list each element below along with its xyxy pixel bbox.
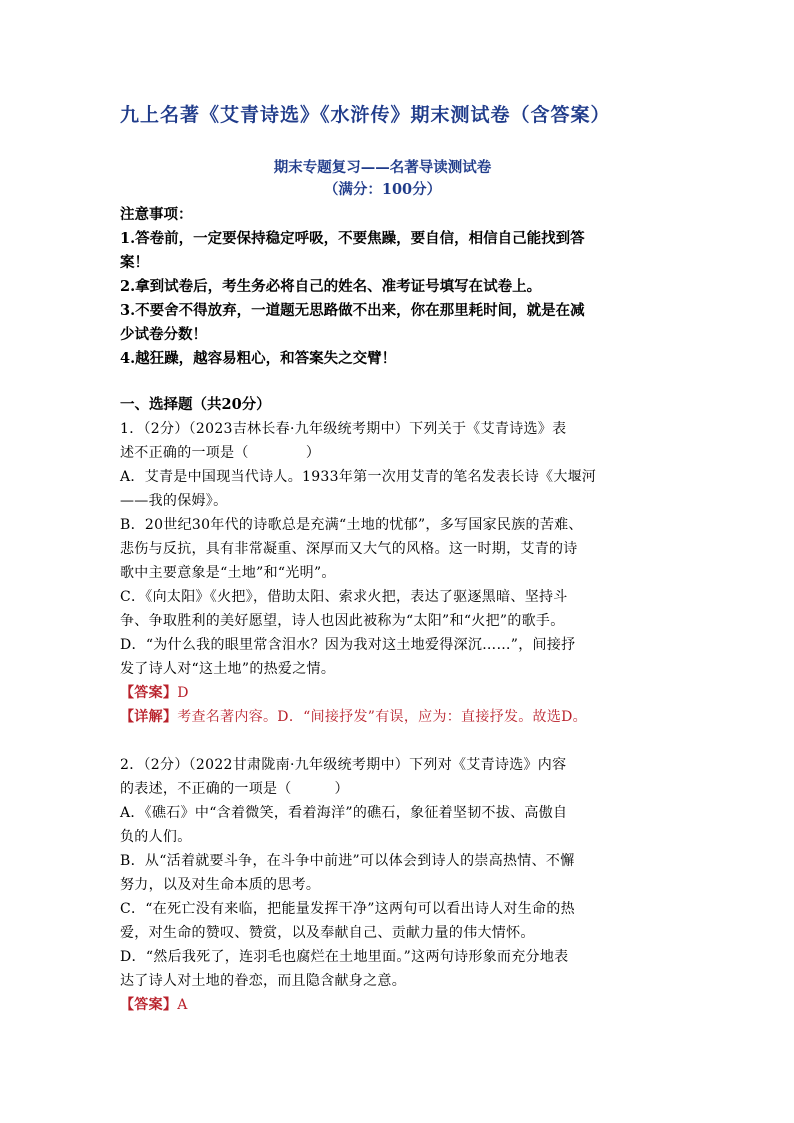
option-line: 发了诗人对“这土地”的热爱之情。 [120,661,336,677]
question-line: 2．（2分）（2022甘肃陇南·九年级统考期中）下列对《艾青诗选》内容 [120,757,567,773]
detail-text: 考查名著内容。D．“间接抒发”有误，应为：直接抒发。故选D。 [177,709,587,725]
notes-line: 3.不要舍不得放弃，一道题无思路做不出来，你在那里耗时间，就是在减 [120,302,585,319]
option-line: 负的人们。 [120,829,192,845]
notes-block [120,203,680,371]
option-line: 歌中主要意象是“土地”和“光明”。 [120,565,336,581]
question-line: 1．（2分）（2023吉林长春·九年级统考期中）下列关于《艾青诗选》表 [120,421,567,437]
option-line: 达了诗人对土地的眷恋，而且隐含献身之意。 [120,973,406,989]
option-line: 悲伤与反抗，具有非常凝重、深厚而又大气的风格。这一时期，艾青的诗 [120,541,578,557]
notes-line: 少试卷分数！ [120,326,207,343]
notes-line: 1.答卷前，一定要保持稳定呼吸，不要焦躁，要自信，相信自己能找到答 [120,230,585,247]
notes-line: 2.拿到试卷后，考生务必将自己的姓名、准考证号填写在试卷上。 [120,278,542,295]
notes-heading: 注意事项： [120,206,193,223]
spacer [120,729,680,753]
notes-line: 4.越狂躁，越容易粗心，和答案失之交臂！ [120,350,397,367]
notes-line: 案！ [120,254,149,271]
answer-value: A [177,997,188,1013]
option-line: 争、争取胜利的美好愿望，诗人也因此被称为“太阳”和“火把”的歌手。 [120,613,565,629]
option-line: D．“然后我死了，连羽毛也腐烂在土地里面。”这两句诗形象而充分地表 [120,949,569,965]
option-line: C．“在死亡没有来临，把能量发挥干净”这两句可以看出诗人对生命的热 [120,901,575,917]
answer-value: D [177,685,189,701]
section-heading: 一、选择题（共20分） [120,396,271,413]
option-line: ——我的保姆》。 [120,493,228,509]
option-line: A．艾青是中国现当代诗人。1933年第一次用艾青的笔名发表长诗《大堰河 [120,469,597,485]
document-subtitle: 期末专题复习——名著导读测试卷 [273,159,492,176]
option-line: 努力，以及对生命本质的思考。 [120,877,321,893]
option-line: D．“为什么我的眼里常含泪水？因为我对这土地爱得深沉……”，间接抒 [120,637,576,653]
exam-page [120,100,680,1017]
document-title: 九上名著《艾青诗选》《水浒传》期末测试卷（含答案） [120,104,611,126]
question-line: 述不正确的一项是（ ） [120,445,321,461]
question-1 [120,417,680,729]
question-line: 的表述，不正确的一项是（ ） [120,781,349,797]
answer-line [120,681,680,705]
question-2 [120,753,680,1017]
option-line: 爱，对生命的赞叹、赞赏，以及奉献自己、贡献力量的伟大情怀。 [120,925,535,941]
detail-tag: 【详解】 [120,709,178,725]
answer-tag: 【答案】 [120,685,178,701]
option-line: A．《礁石》中“含着微笑，看着海洋”的礁石，象征着坚韧不拔、高傲自 [120,805,568,821]
option-line: B．从“活着就要斗争，在斗争中前进”可以体会到诗人的崇高热情、不懈 [120,853,575,869]
option-line: C．《向太阳》《火把》，借助太阳、索求火把，表达了驱逐黑暗、坚持斗 [120,589,568,605]
answer-line [120,993,680,1017]
detail-line [120,705,680,729]
full-mark: （满分：100分） [323,181,442,198]
answer-tag: 【答案】 [120,997,178,1013]
option-line: B．20世纪30年代的诗歌总是充满“土地的忧郁”，多写国家民族的苦难、 [120,517,583,533]
